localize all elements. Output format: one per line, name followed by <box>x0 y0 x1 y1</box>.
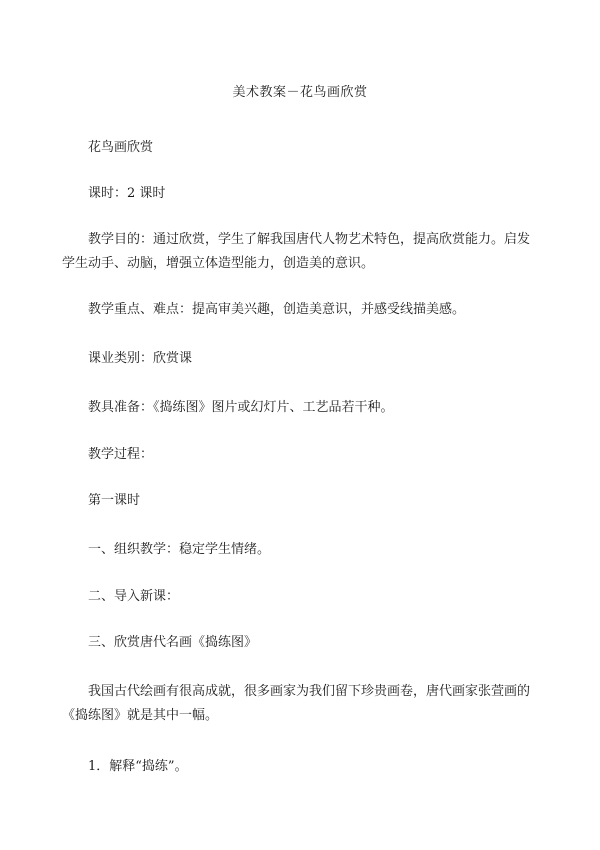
paragraph-topic: 花鸟画欣赏 <box>88 140 154 155</box>
paragraph-class-hours: 课时：2 课时 <box>88 186 166 201</box>
introduction-line-1: 我国古代绘画有很高成就，很多画家为我们留下珍贵画卷，唐代画家张萱画的 <box>88 684 531 699</box>
paragraph-explain-term: 1．解释“捣练”。 <box>88 759 188 774</box>
paragraph-step-1: 一、组织教学：稳定学生情绪。 <box>88 542 271 557</box>
objectives-line-2: 学生动手、动脑，增强立体造型能力，创造美的意识。 <box>62 256 375 271</box>
paragraph-course-type: 课业类别：欣赏课 <box>88 351 193 366</box>
paragraph-teaching-objectives <box>62 228 531 276</box>
paragraph-step-3: 三、欣赏唐代名画《捣练图》 <box>88 635 258 650</box>
objectives-line-1: 教学目的：通过欣赏，学生了解我国唐代人物艺术特色，提高欣赏能力。启发 <box>88 232 531 247</box>
paragraph-teaching-aids: 教具准备：《捣练图》图片或幻灯片、工艺品若干种。 <box>88 400 394 415</box>
paragraph-step-2: 二、导入新课： <box>88 589 180 604</box>
paragraph-teaching-process: 教学过程： <box>88 447 154 462</box>
paragraph-introduction <box>62 680 531 728</box>
paragraph-first-lesson: 第一课时 <box>88 493 141 508</box>
document-title: 美术教案－花鸟画欣赏 <box>232 85 368 100</box>
introduction-line-2: 《捣练图》就是其中一幅。 <box>62 708 219 723</box>
paragraph-key-points: 教学重点、难点：提高审美兴趣，创造美意识，并感受线描美感。 <box>88 302 466 317</box>
